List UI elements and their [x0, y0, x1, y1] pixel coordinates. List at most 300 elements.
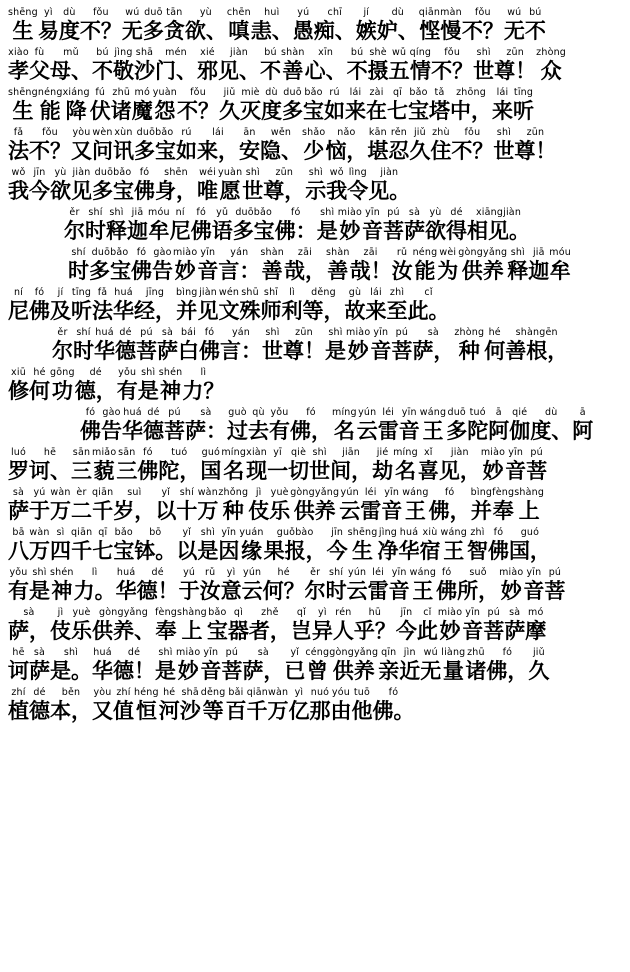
hanzi-text: 近 [399, 659, 421, 683]
pinyin-text: fǒu [474, 7, 491, 18]
pinyin-text: yīn [508, 447, 524, 458]
ruby-unit [499, 566, 523, 604]
hanzi-text: 利 [281, 299, 303, 323]
hanzi-text: 何？ [262, 579, 305, 603]
ruby-unit [50, 366, 75, 404]
hanzi-text: 至 [386, 299, 408, 323]
hanzi-text: 我 [8, 179, 29, 203]
text-line [8, 646, 622, 684]
hanzi-text: 钵。 [134, 539, 177, 563]
ruby-unit [410, 566, 436, 604]
pinyin-text: jīn [33, 167, 46, 178]
hanzi-text: 时 [85, 219, 106, 243]
pinyin-text: pú [530, 447, 543, 458]
hanzi-text: 塔 [429, 99, 451, 123]
pinyin-text: jīng [145, 287, 165, 298]
ruby-unit [75, 366, 117, 404]
hanzi-text: 邪 [197, 59, 218, 83]
ruby-unit [8, 166, 29, 204]
hanzi-text: 来 [365, 299, 387, 323]
ruby-unit [176, 486, 197, 524]
hanzi-text: 宝 [113, 539, 135, 563]
hanzi-text: 等， [302, 299, 345, 323]
pinyin-text: tǎ [434, 87, 445, 98]
ruby-unit [263, 166, 305, 204]
ruby-unit [398, 526, 419, 564]
pinyin-text: ní [13, 287, 24, 298]
pinyin-text: jié [376, 447, 389, 458]
ruby-unit [437, 246, 458, 284]
hanzi-text: 德 [143, 419, 164, 443]
ruby-unit [240, 86, 261, 124]
hanzi-text: 现 [246, 459, 268, 483]
hanzi-text: 恒 [135, 699, 157, 723]
ruby-unit [264, 526, 327, 564]
hanzi-text: 汝 [199, 579, 221, 603]
ruby-unit [177, 86, 219, 124]
pinyin-text: hé [488, 327, 501, 338]
pinyin-text: miè [241, 87, 260, 98]
hanzi-text: 佛 [131, 259, 152, 283]
pinyin-text: fó [388, 687, 399, 698]
ruby-unit [242, 566, 263, 604]
hanzi-text: 罗 [8, 459, 29, 483]
hanzi-text: 释 [106, 219, 127, 243]
pinyin-text: fǎ [13, 127, 24, 138]
pinyin-text: zūn [295, 327, 313, 338]
ruby-unit [290, 406, 332, 444]
hanzi-text: 雷 [367, 579, 389, 603]
ruby-unit [488, 526, 509, 564]
ruby-unit [261, 286, 282, 324]
hanzi-text: 德！ [113, 659, 155, 683]
pinyin-text: shì [158, 647, 173, 658]
hanzi-text: 诸 [110, 99, 132, 123]
ruby-unit [333, 606, 354, 644]
pinyin-text: dé [147, 407, 160, 418]
ruby-unit [360, 486, 381, 524]
ruby-unit [420, 406, 446, 444]
ruby-unit [408, 86, 429, 124]
ruby-unit [356, 6, 377, 44]
ruby-unit [73, 326, 94, 364]
hanzi-text: 亲 [378, 659, 400, 683]
ruby-unit [481, 446, 505, 484]
pinyin-text: yǔ [216, 207, 229, 218]
ruby-unit [377, 6, 419, 44]
ruby-unit [29, 286, 50, 324]
ruby-unit [425, 206, 446, 244]
ruby-unit [152, 246, 173, 284]
hanzi-text: 菩 [526, 459, 548, 483]
pinyin-text: yīn [203, 647, 219, 658]
ruby-unit [339, 486, 360, 524]
ruby-unit [347, 566, 368, 604]
pinyin-text: huá [399, 527, 419, 538]
pinyin-text: rú [181, 127, 192, 138]
hanzi-text: 妙 [339, 219, 361, 243]
ruby-unit [50, 166, 71, 204]
ruby-unit [111, 86, 132, 124]
ruby-unit [362, 206, 383, 244]
pinyin-text: guǒbào [276, 527, 314, 538]
hanzi-text: 七 [92, 539, 114, 563]
pinyin-text: yù [54, 167, 67, 178]
pinyin-text: xiū [11, 367, 26, 378]
ruby-unit [402, 486, 428, 524]
ruby-unit [431, 46, 473, 84]
hanzi-text: 见、 [218, 59, 260, 83]
pinyin-text: shì [328, 327, 343, 338]
hanzi-text: 果报， [263, 539, 327, 563]
ruby-unit [122, 6, 143, 44]
pinyin-text: bìng [176, 287, 198, 298]
pinyin-text: shí [179, 487, 194, 498]
pinyin-text: nǎo [337, 127, 356, 138]
hanzi-text: 久 [409, 139, 431, 163]
ruby-unit [438, 606, 462, 644]
ruby-unit [505, 446, 526, 484]
hanzi-text: 佛 [80, 419, 101, 443]
hanzi-text: 菩 [164, 419, 185, 443]
hanzi-text: 父 [29, 59, 50, 83]
pinyin-text: ěr [310, 567, 321, 578]
hanzi-text: 国， [508, 539, 551, 563]
hanzi-text: 摩 [525, 619, 547, 643]
pinyin-text: yì [44, 7, 53, 18]
ruby-unit [115, 326, 136, 364]
ruby-unit [64, 206, 85, 244]
ruby-unit [309, 446, 330, 484]
pinyin-text: tīng [71, 287, 92, 298]
ruby-unit [450, 86, 492, 124]
pinyin-text: tān [166, 7, 183, 18]
pinyin-text: bái [180, 327, 197, 338]
ruby-unit [50, 606, 71, 644]
hanzi-text: 王 [404, 499, 426, 523]
pinyin-text: mén [165, 47, 187, 58]
pinyin-text: léi [382, 407, 395, 418]
ruby-unit [50, 646, 92, 684]
hanzi-text: 文 [218, 299, 240, 323]
pinyin-text: yú [33, 487, 46, 498]
ruby-unit [419, 6, 462, 44]
hanzi-text: 是 [155, 659, 176, 683]
hanzi-text: 音 [370, 339, 392, 363]
pinyin-text: dé [151, 567, 164, 578]
hanzi-text: 净 [377, 539, 399, 563]
pinyin-text: rén [335, 607, 352, 618]
hanzi-text: 众 [540, 59, 562, 83]
hanzi-text: 令 [347, 179, 369, 203]
pinyin-text: dé [119, 327, 132, 338]
pinyin-text: fó [444, 487, 455, 498]
pinyin-text: duōbǎo [91, 247, 129, 258]
hanzi-text: 伎 [248, 499, 270, 523]
hanzi-text: 经， [134, 299, 176, 323]
pinyin-text: rǔ [204, 567, 216, 578]
ruby-unit [8, 126, 29, 164]
pinyin-text: ā [495, 407, 502, 418]
pinyin-text: yuán [239, 527, 264, 538]
pinyin-text: zhí [116, 687, 131, 698]
hanzi-text: 云 [241, 579, 263, 603]
pinyin-text: sà [427, 327, 439, 338]
hanzi-text: 孝 [8, 59, 29, 83]
ruby-unit [50, 286, 71, 324]
ruby-unit [347, 166, 368, 204]
ruby-unit [233, 206, 275, 244]
hanzi-text: 亿 [288, 699, 310, 723]
pinyin-text: jiàn [199, 287, 217, 298]
hanzi-text: 今 [395, 619, 417, 643]
ruby-unit [282, 86, 303, 124]
ruby-unit [134, 526, 176, 564]
pinyin-text: zhōng [456, 87, 486, 98]
pinyin-text: huá [93, 647, 112, 658]
pinyin-text: chī [327, 7, 343, 18]
pinyin-text: rǔ [396, 247, 408, 258]
pinyin-text: lì [289, 287, 295, 298]
pinyin-text: lái [496, 87, 509, 98]
pinyin-text: miào [176, 647, 201, 658]
pinyin-text: hē [12, 647, 25, 658]
ruby-unit [134, 46, 155, 84]
pinyin-text: gòngyǎng [290, 487, 340, 498]
pinyin-text: yǒu [9, 567, 28, 578]
pinyin-text: hé [277, 567, 290, 578]
hanzi-text: 以 [155, 499, 177, 523]
hanzi-text: 妙 [177, 659, 199, 683]
pinyin-text: yòu [72, 127, 91, 138]
ruby-unit [92, 286, 113, 324]
ruby-unit [197, 486, 218, 524]
hanzi-text: 佛 [199, 339, 220, 363]
hanzi-text: 相见。 [467, 219, 531, 243]
ruby-unit [85, 206, 106, 244]
ruby-unit [63, 86, 90, 124]
ruby-unit [473, 46, 494, 84]
hanzi-text: 萨 [504, 619, 526, 643]
pinyin-text: zhū [112, 87, 131, 98]
ruby-unit [176, 646, 200, 684]
ruby-unit [134, 126, 176, 164]
ruby-unit [8, 566, 29, 604]
pinyin-text: wáng [402, 487, 429, 498]
pinyin-text: bú [350, 47, 364, 58]
hanzi-text: 能 [414, 259, 436, 283]
pinyin-text: wàn [29, 527, 50, 538]
pinyin-text: qì [233, 607, 243, 618]
pinyin-text: jiàn [450, 447, 469, 458]
ruby-unit [525, 6, 546, 44]
pinyin-text: jiā [131, 207, 144, 218]
hanzi-text: 音 [523, 579, 545, 603]
pinyin-text: shǎo [302, 127, 326, 138]
hanzi-text: 萨 [404, 219, 426, 243]
hanzi-text: 沙 [134, 59, 155, 83]
ruby-unit [261, 86, 282, 124]
pinyin-text: shì [320, 207, 335, 218]
hanzi-text: 怨 [154, 99, 176, 123]
hanzi-text: 所， [457, 579, 500, 603]
hanzi-text: 过 [227, 419, 248, 443]
pinyin-text: jiǔ [532, 647, 545, 658]
hanzi-text: 痴、 [313, 19, 356, 43]
ruby-unit [378, 646, 399, 684]
ruby-unit [419, 526, 440, 564]
ruby-unit [137, 566, 179, 604]
text-line [8, 606, 622, 644]
hanzi-text: 门、 [155, 59, 197, 83]
pinyin-text: sà [200, 407, 212, 418]
ruby-unit [122, 406, 143, 444]
ruby-unit [185, 6, 227, 44]
hanzi-text: 见 [71, 179, 92, 203]
ruby-unit [494, 46, 536, 84]
ruby-unit [471, 486, 493, 524]
hanzi-text: 度 [261, 99, 283, 123]
hanzi-text: 者， [248, 619, 291, 643]
ruby-unit [429, 486, 471, 524]
pinyin-text: dé [89, 367, 102, 378]
hanzi-text: 华 [398, 539, 420, 563]
ruby-unit [530, 406, 572, 444]
pinyin-text: shì [141, 367, 156, 378]
pinyin-text: miǎo [92, 447, 117, 458]
ruby-unit [332, 406, 357, 444]
hanzi-text: 岂 [290, 619, 312, 643]
ruby-unit [525, 606, 546, 644]
hanzi-text: 千 [71, 539, 93, 563]
ruby-unit [404, 206, 425, 244]
pinyin-text: zāi [297, 247, 312, 258]
ruby-unit [357, 406, 378, 444]
pinyin-text: shàng [177, 607, 207, 618]
pinyin-text: yǐ [182, 527, 192, 538]
hanzi-text: 多 [446, 419, 468, 443]
pinyin-text: miào [480, 447, 506, 458]
ruby-unit [467, 406, 488, 444]
hanzi-text: 华 [122, 419, 143, 443]
pinyin-text: yú [297, 7, 310, 18]
hanzi-text: 伽 [509, 419, 531, 443]
pinyin-text: fó [306, 407, 316, 418]
hanzi-text: 伎 [50, 619, 71, 643]
ruby-unit [38, 6, 59, 44]
ruby-unit [239, 126, 260, 164]
hanzi-text: 师 [260, 299, 282, 323]
ruby-unit [117, 366, 138, 404]
hanzi-text: 王 [443, 539, 465, 563]
pinyin-text: zhǒng [218, 487, 249, 498]
ruby-unit [347, 46, 368, 84]
ruby-unit [218, 166, 242, 204]
pinyin-text: yǒu [118, 367, 137, 378]
ruby-unit [324, 86, 345, 124]
pinyin-text: huá [95, 327, 114, 338]
ruby-unit [29, 566, 50, 604]
pinyin-text: wěn [270, 127, 292, 138]
text-line [8, 46, 622, 84]
pinyin-text: yún [243, 567, 262, 578]
ruby-unit [92, 526, 113, 564]
ruby-unit [80, 406, 101, 444]
pinyin-text: móu [549, 247, 571, 258]
ruby-unit [387, 86, 408, 124]
hanzi-text: 奉 [492, 499, 514, 523]
pinyin-text: jiàn [380, 167, 399, 178]
pinyin-text: gòngyǎng [329, 647, 379, 658]
pinyin-text: sà [509, 607, 521, 618]
text-line [8, 486, 622, 524]
hanzi-text: 萨 [29, 659, 50, 683]
pinyin-text: sà [12, 487, 25, 498]
ruby-unit [370, 326, 391, 364]
hanzi-text: 供养、 [92, 619, 155, 643]
hanzi-text: 尊！ [494, 59, 537, 83]
pinyin-text: yù [199, 7, 212, 18]
hanzi-text: 上 [181, 619, 203, 643]
pinyin-text: zūn [275, 167, 294, 178]
ruby-unit [263, 566, 305, 604]
ruby-unit [132, 86, 153, 124]
hanzi-text: 三 [71, 459, 92, 483]
pinyin-text: shì [63, 647, 79, 658]
hanzi-text: 尔 [304, 579, 326, 603]
ruby-unit [462, 606, 483, 644]
pinyin-text: huá [114, 287, 133, 298]
hanzi-text: 贪 [163, 19, 185, 43]
hanzi-text: 多宝 [92, 179, 134, 203]
hanzi-text: 乎？ [353, 619, 396, 643]
hanzi-text: 佛， [486, 659, 529, 683]
hanzi-text: 佛 [137, 459, 159, 483]
hanzi-text: 嫉 [355, 19, 377, 43]
hanzi-text: 伏 [89, 99, 111, 123]
hanzi-text: 音 [462, 619, 484, 643]
hanzi-text: 世 [242, 179, 264, 203]
pinyin-text: jiàn [230, 47, 248, 58]
hanzi-text: 多 [282, 99, 304, 123]
pinyin-text: wén [218, 287, 240, 298]
pinyin-text: xiāngjiàn [475, 207, 522, 218]
ruby-unit [80, 6, 122, 44]
ruby-unit [302, 126, 325, 164]
pinyin-text: wèn [92, 127, 113, 138]
pinyin-text: xùn [114, 127, 133, 138]
pinyin-text: shì [109, 207, 124, 218]
ruby-unit [303, 86, 324, 124]
hanzi-text: 久 [528, 659, 550, 683]
hanzi-text: 曾 [306, 659, 328, 683]
pinyin-text: bǎo [114, 527, 133, 538]
pinyin-text: huá [123, 407, 142, 418]
hanzi-text: 尔 [52, 339, 73, 363]
pinyin-text: zhòng [454, 327, 485, 338]
hanzi-text: 音 [362, 219, 384, 243]
ruby-unit [509, 526, 551, 564]
pinyin-text: cǐ [424, 287, 433, 298]
hanzi-text: 释 [507, 259, 529, 283]
pinyin-text: wǔ [392, 47, 407, 58]
hanzi-text: 供养 [293, 499, 336, 523]
ruby-unit [354, 606, 396, 644]
hanzi-text: 佛 [134, 179, 155, 203]
hanzi-text: 诃 [8, 659, 29, 683]
ruby-unit [8, 526, 29, 564]
ruby-unit [59, 6, 80, 44]
